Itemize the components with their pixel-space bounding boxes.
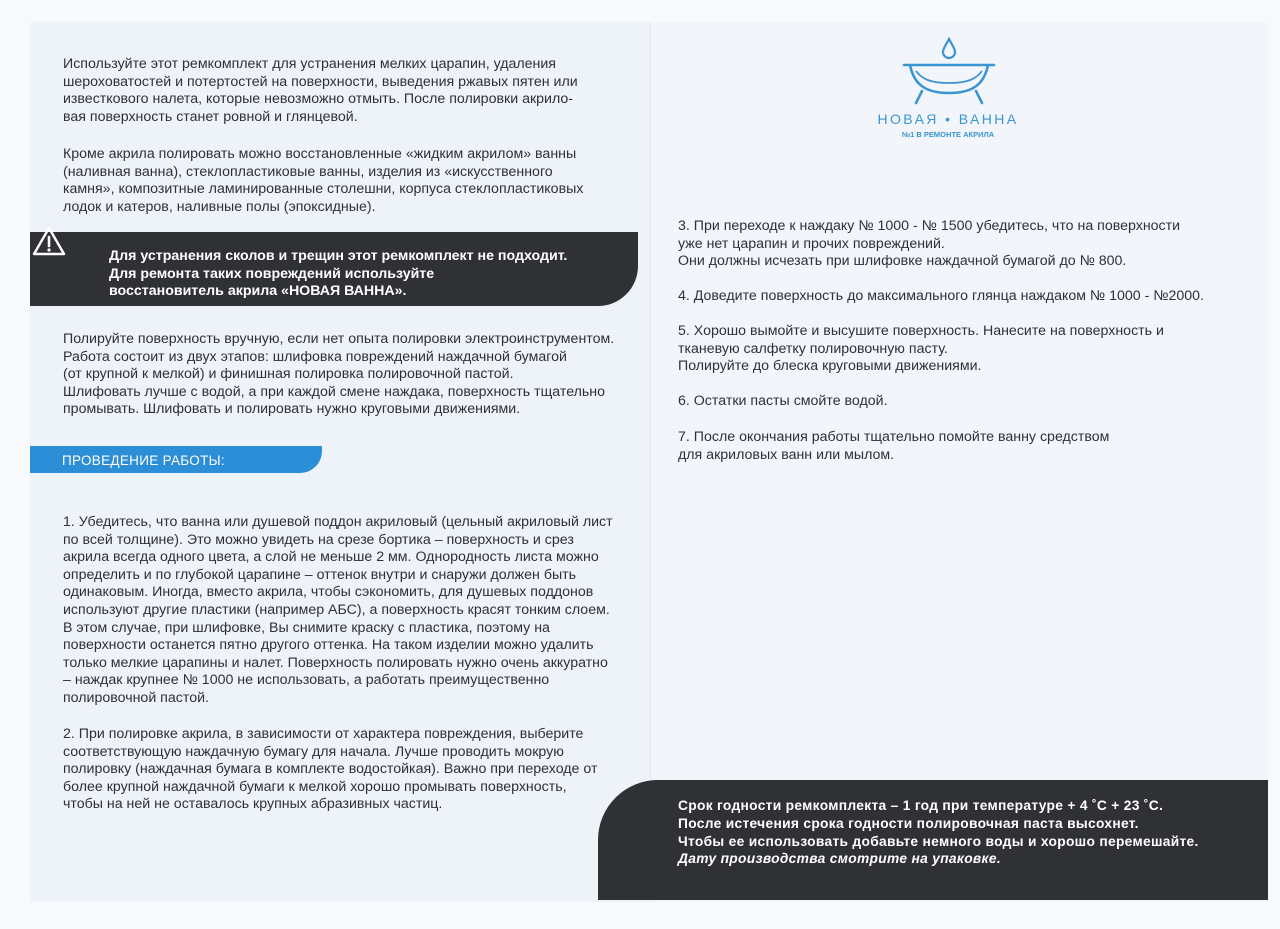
fold-line [650, 22, 651, 902]
text-line: более крупной наждачной бумаги к мелкой хорошо промывать поверхность, [63, 778, 567, 795]
warning-triangle-icon [32, 225, 66, 257]
text-line: 6. Остатки пасты смойте водой. [678, 393, 888, 409]
text-line: После истечения срока годности полировочная паста высохнет. [678, 815, 1139, 831]
section-title: ПРОВЕДЕНИЕ РАБОТЫ: [62, 453, 225, 468]
text-line: камня», композитные ламинированные столешни, корпуса стеклопластиковых [63, 181, 584, 198]
text-line: Полируйте до блеска круговыми движениями. [678, 358, 982, 375]
step-7-paragraph [678, 429, 1109, 464]
text-line: известкового налета, которые невозможно отмыть. После полировки акрило- [63, 91, 574, 108]
text-line: Полируйте поверхность вручную, если нет опыта полировки электроинструментом. [63, 331, 615, 347]
text-line: вая поверхность станет ровной и глянцевой. [63, 108, 358, 125]
step-2-paragraph [63, 726, 597, 814]
text-line: 7. После окончания работы тщательно помойте ванну средством [678, 429, 1110, 445]
text-line: Для устранения сколов и трещин этот ремкомплект не подходит. [109, 248, 568, 264]
text-line: Чтобы ее использовать добавьте немного воды и хорошо перемешайте. [678, 833, 1199, 849]
text-line: соответствующую наждачную бумагу для начала. Лучше проводить мокрую [63, 743, 564, 760]
text-line: только мелкие царапины и налет. Поверхность полировать нужно очень аккуратно [63, 654, 608, 671]
bathtub-drop-logo-icon [900, 35, 998, 107]
text-line: используют другие пластики (например АБС), а поверхность красят тонким слоем. [63, 601, 610, 618]
text-line: 3. При переходе к наждаку № 1000 - № 1500 убедитесь, что на поверхности [678, 218, 1181, 234]
text-line: для акриловых ванн или мылом. [678, 446, 895, 463]
text-line: по всей толщине). Это можно увидеть на срезе бортика – поверхность и срез [63, 531, 574, 548]
brand-logo [868, 35, 1028, 145]
step-1-paragraph [63, 514, 613, 708]
step-3-paragraph [678, 218, 1180, 271]
intro-paragraph-3 [63, 331, 614, 419]
text-line: Работа состоит из двух этапов: шлифовка повреждений наждачной бумагой [63, 348, 567, 365]
intro-paragraph-2 [63, 146, 583, 216]
text-line: Срок годности ремкомплекта – 1 год при температуре + 4 ˚С + 23 ˚С. [678, 798, 1164, 813]
brand-name: НОВАЯ • ВАННА [877, 111, 1019, 127]
text-line: промывать. Шлифовать и полировать нужно круговыми движениями. [63, 401, 521, 418]
step-4-paragraph [678, 288, 1204, 306]
text-line: 1. Убедитесь, что ванна или душевой поддон акриловый (цельный акриловый лист [63, 514, 613, 530]
text-line: 2. При полировке акрила, в зависимости от характера повреждения, выберите [63, 726, 584, 742]
text-line: – наждак крупнее № 1000 не использовать, а работать преимущественно [63, 672, 550, 689]
text-line: восстановитель акрила «НОВАЯ ВАННА». [109, 283, 407, 299]
intro-paragraph-1 [63, 56, 578, 126]
step-6-paragraph [678, 393, 888, 411]
brand-tagline: №1 В РЕМОНТЕ АКРИЛА [901, 130, 995, 139]
text-line: Для ремонта таких повреждений используйте [109, 265, 435, 282]
step-5-paragraph [678, 323, 1164, 376]
text-line: Используйте этот ремкомплект для устранения мелких царапин, удаления [63, 56, 556, 72]
text-line: Они должны исчезать при шлифовке наждачной бумагой до № 800. [678, 253, 1127, 270]
text-line: 5. Хорошо вымойте и высушите поверхность. Нанесите на поверхность и [678, 323, 1164, 339]
text-line: лодок и катеров, наливные полы (эпоксидные). [63, 198, 376, 215]
warning-text [109, 248, 567, 301]
text-line: определить и по глубокой царапине – оттенок внутри и снаружи должен быть [63, 566, 577, 583]
text-line: уже нет царапин и прочих повреждений. [678, 235, 945, 252]
text-line: шероховатостей и потертостей на поверхности, выведения ржавых пятен или [63, 73, 578, 90]
text-line: (от крупной к мелкой) и финишная полировка полировочной пастой. [63, 366, 514, 383]
text-line: акрила всегда одного цвета, а слой не меньше 2 мм. Однородность листа можно [63, 549, 599, 566]
text-line: Шлифовать лучше с водой, а при каждой смене наждака, поверхность тщательно [63, 383, 606, 400]
text-line: полировочной пастой. [63, 689, 209, 706]
text-line: поверхности останется пятно другого оттенка. На таком изделии можно удалить [63, 637, 594, 654]
text-line: чтобы на ней не оставалось крупных абразивных частиц. [63, 796, 443, 813]
text-line: полировку (наждачная бумага в комплекте водостойкая). Важно при переходе от [63, 761, 598, 778]
text-line: В этом случае, при шлифовке, Вы снимите краску с пластика, поэтому на [63, 619, 550, 636]
text-line: (наливная ванна), стеклопластиковые ванны, изделия из «искусственного [63, 163, 553, 180]
shelf-life-text [678, 797, 1199, 868]
text-line: Кроме акрила полировать можно восстановленные «жидким акрилом» ванны [63, 146, 577, 162]
text-line: Дату производства смотрите на упаковке. [678, 851, 1001, 867]
text-line: 4. Доведите поверхность до максимального глянца наждаком № 1000 - №2000. [678, 288, 1204, 304]
text-line: тканевую салфетку полировочную пасту. [678, 340, 948, 357]
text-line: одинаковым. Иногда, вместо акрила, чтобы сэкономить, для душевых поддонов [63, 584, 594, 601]
